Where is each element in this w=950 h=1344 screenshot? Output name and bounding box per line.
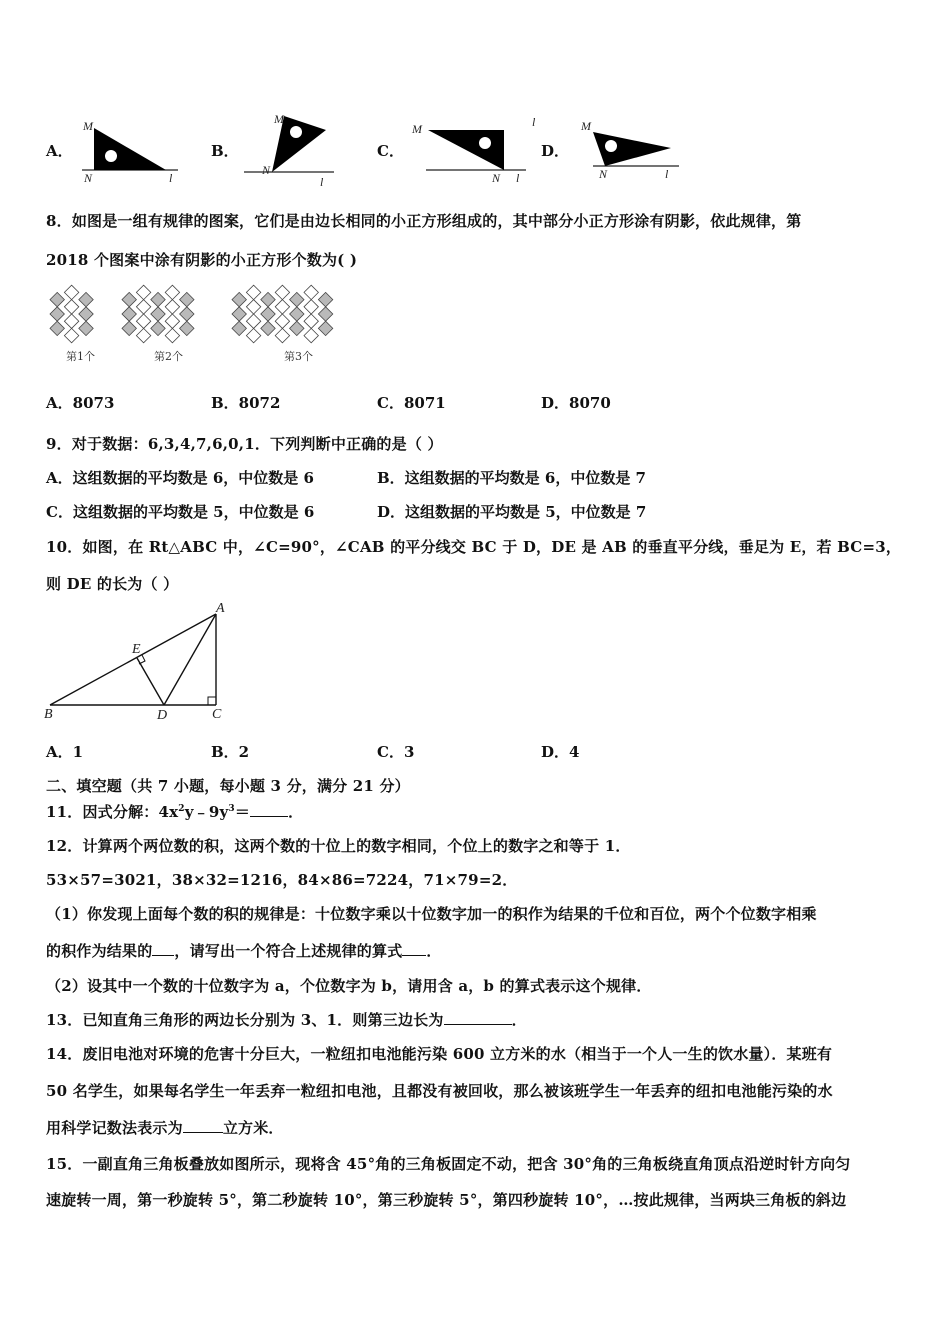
q8-pattern-2-cell [180,321,194,335]
q7-c-l-top-label: l [532,115,536,129]
q7-d-n-label: N [599,167,608,181]
q8-pattern-2-cell [136,300,150,314]
q8-caption-3: 第3个 [284,350,313,363]
q8-pattern-2-cell [165,328,179,342]
q10-option-a: A．1 [46,743,84,761]
q7-option-a-figure [78,118,183,184]
q8-pattern-2-cell [165,285,179,299]
q14-line3: 用科学记数法表示为 立方米． [46,1119,284,1137]
q7-c-n-label: N [492,171,501,185]
q8-pattern-2-cell [122,321,136,335]
q14-answer-blank [183,1132,223,1133]
q10-option-b: B．2 [211,743,250,761]
q13-stem: 13．已知直角三角形的两边长分别为 3、1．则第三边长为 ． [46,1011,527,1029]
q7-option-c-letter: C． [377,142,404,160]
q8-pattern-3-cell [275,328,289,342]
q10-stem-line1: 10．如图，在 Rt△ABC 中，∠C=90°，∠CAB 的平分线交 BC 于 D，DE 是 AB 的垂直平分线，垂足为 E，若 BC=3， [46,538,902,556]
q8-pattern-3-cell [275,314,289,328]
q8-pattern-3-cell [290,321,304,335]
q7-b-m-label: M [274,112,284,126]
q11-stem: 11．因式分解：$4x^2y﹣9y^3=$ ． [46,803,304,821]
q10-label-d: D [157,708,168,723]
q7-b-n-label: N [262,163,271,177]
q8-pattern-1-cell [50,292,64,306]
q8-pattern-3-cell [261,307,275,321]
q9-stem: 9．对于数据：6,3,4,7,6,0,1．下列判断中正确的是（ ） [46,435,443,453]
q7-c-l-label: l [516,171,520,185]
q12-part1-line2: 的积作为结果的 ，请写出一个符合上述规律的算式 ． [46,942,442,960]
q7-d-l-label: l [665,167,669,181]
q7-d-m-label: M [581,119,591,133]
q15-line2: 速旋转一周，第一秒旋转 5°，第二秒旋转 10°，第三秒旋转 5°，第四秒旋转 10°，…按此规律，当两块三角板的斜边 [46,1191,847,1209]
q7-option-d-figure [575,116,685,184]
q8-pattern-1-cell [64,300,78,314]
q7-b-l-label: l [320,175,324,189]
q8-caption-1: 第1个 [66,350,95,363]
q8-pattern-3-cell [246,300,260,314]
q8-pattern-3-cell [246,328,260,342]
q8-pattern-1-cell [50,321,64,335]
q8-pattern-3-cell [290,292,304,306]
q8-pattern-1-cell [64,314,78,328]
q8-pattern-3-cell [246,285,260,299]
q12-blank-2 [402,955,426,956]
q8-pattern-3-cell [232,321,246,335]
q8-pattern-2-cell [151,292,165,306]
q8-pattern-2-cell [180,307,194,321]
q7-option-a-letter: A． [46,142,73,160]
q8-pattern-1-cell [64,328,78,342]
q8-pattern-3-cell [318,307,332,321]
q11-answer-blank [250,816,288,817]
q10-option-c: C．3 [377,743,415,761]
q8-pattern-2-cell [165,300,179,314]
q8-pattern-1-cell [64,285,78,299]
q8-pattern-3-cell [232,292,246,306]
q10-option-d: D．4 [541,743,580,761]
q8-pattern-1-cell [79,321,93,335]
q8-pattern-1-cell [79,292,93,306]
q7-a-l-label: l [169,171,173,185]
q10-label-b: B [44,707,53,722]
q13-answer-blank [444,1024,512,1025]
q10-label-e: E [132,642,141,657]
q8-option-d: D．8070 [541,394,611,412]
q9-option-c: C．这组数据的平均数是 5，中位数是 6 [46,503,315,521]
q8-pattern-1-cell [50,307,64,321]
q8-pattern-3-cell [246,314,260,328]
q8-pattern-3-cell [304,328,318,342]
q10-triangle-figure [40,600,240,725]
q8-pattern-2-cell [122,307,136,321]
q8-pattern-2-cell [122,292,136,306]
q7-c-m-label: M [412,122,422,136]
q8-option-a: A．8073 [46,394,115,412]
q8-option-b: B．8072 [211,394,281,412]
q8-pattern-3-cell [318,292,332,306]
q8-pattern-3-cell [232,307,246,321]
q8-patterns [50,285,333,343]
q7-option-b-figure [240,112,340,188]
q8-pattern-3-cell [304,285,318,299]
q10-label-a: A [216,601,225,616]
q8-pattern-2-cell [165,314,179,328]
q8-pattern-3-cell [318,321,332,335]
q7-option-b-letter: B． [211,142,239,160]
q8-caption-2: 第2个 [154,350,183,363]
q10-label-c: C [212,707,222,722]
q12-part2: （2）设其中一个数的十位数字为 a，个位数字为 b，请用含 a，b 的算式表示这个规律． [46,977,652,995]
q8-pattern-2-cell [151,307,165,321]
q12-blank-1 [152,955,174,956]
q8-pattern-2-cell [136,314,150,328]
q14-line1: 14．废旧电池对环境的危害十分巨大，一粒纽扣电池能污染 600 立方米的水（相当于一个人一生的饮水量）．某班有 [46,1045,833,1063]
section-2-heading: 二、填空题（共 7 小题，每小题 3 分，满分 21 分） [46,777,410,795]
q8-pattern-3-cell [275,300,289,314]
q7-option-d-letter: D． [541,142,570,160]
q8-pattern-3-cell [261,292,275,306]
q8-pattern-1-cell [79,307,93,321]
q8-pattern-3-cell [275,285,289,299]
q7-a-n-label: N [84,171,93,185]
q8-pattern-3-cell [304,300,318,314]
q10-stem-line2: 则 DE 的长为（ ） [46,575,179,593]
q8-pattern-3-cell [290,307,304,321]
q12-stem: 12．计算两个两位数的积，这两个数的十位上的数字相同，个位上的数字之和等于 1． [46,837,631,855]
q9-option-b: B．这组数据的平均数是 6，中位数是 7 [377,469,646,487]
q9-option-a: A．这组数据的平均数是 6，中位数是 6 [46,469,314,487]
q8-pattern-2-cell [136,328,150,342]
q8-option-c: C．8071 [377,394,446,412]
q8-stem-line2: 2018 个图案中涂有阴影的小正方形个数为( ) [46,251,358,269]
q8-pattern-2-cell [136,285,150,299]
q7-a-m-label: M [83,119,93,133]
q8-pattern-3-cell [261,321,275,335]
q12-part1-line1: （1）你发现上面每个数的积的规律是：十位数字乘以十位数字加一的积作为结果的千位和百位，两个个位数字相乘 [46,905,817,923]
q8-pattern-2-cell [151,321,165,335]
q14-line2: 50 名学生，如果每名学生一年丢弃一粒纽扣电池，且都没有被回收，那么被该班学生一年丢弃的纽扣电池能污染的水 [46,1082,833,1100]
q7-option-c-figure [408,112,543,186]
q8-pattern-3-cell [304,314,318,328]
q8-stem-line1: 8．如图是一组有规律的图案，它们是由边长相同的小正方形组成的，其中部分小正方形涂有阴影，依此规律，第 [46,212,802,230]
q8-pattern-2-cell [180,292,194,306]
q9-option-d: D．这组数据的平均数是 5，中位数是 7 [377,503,647,521]
q12-examples: 53×57=3021，38×32=1216，84×86=7224，71×79=2． [46,871,518,889]
q15-line1: 15．一副直角三角板叠放如图所示，现将含 45°角的三角板固定不动，把含 30°角的三角板绕直角顶点沿逆时针方向匀 [46,1155,851,1173]
q8-pattern-figure [44,280,384,370]
